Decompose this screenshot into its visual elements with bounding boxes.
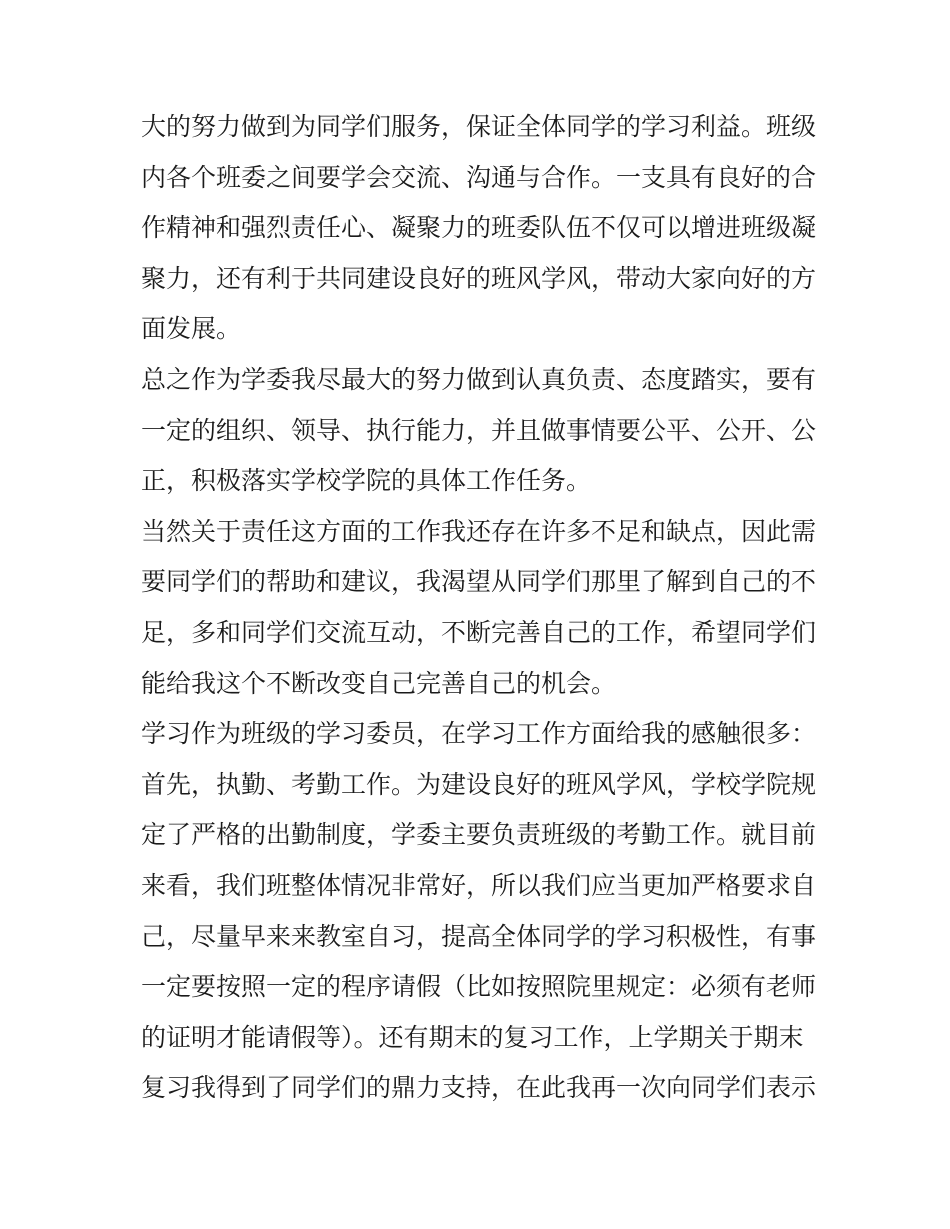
- text-line: 聚力，还有利于共同建设良好的班风学风，带动大家向好的方: [141, 263, 817, 293]
- text-line: 内各个班委之间要学会交流、沟通与合作。一支具有良好的合: [141, 162, 817, 192]
- text-line: 一定的组织、领导、执行能力，并且做事情要公平、公开、公: [141, 415, 817, 445]
- text-line: 首先，执勤、考勤工作。为建设良好的班风学风，学校学院规: [141, 769, 817, 799]
- text-line: 的证明才能请假等）。还有期末的复习工作，上学期关于期末: [141, 1022, 804, 1052]
- text-line: 当然关于责任这方面的工作我还存在许多不足和缺点，因此需: [141, 516, 817, 546]
- text-line: 己，尽量早来来教室自习，提高全体同学的学习积极性，有事: [141, 921, 817, 951]
- text-line: 能给我这个不断改变自己完善自己的机会。: [141, 668, 617, 698]
- text-line: 要同学们的帮助和建议，我渴望从同学们那里了解到自己的不: [141, 567, 817, 597]
- document-body: [141, 102, 821, 1114]
- text-line: 定了严格的出勤制度，学委主要负责班级的考勤工作。就目前: [141, 820, 817, 850]
- text-line: 总之作为学委我尽最大的努力做到认真负责、态度踏实，要有: [141, 364, 817, 394]
- text-line: 学习作为班级的学习委员，在学习工作方面给我的感触很多：: [141, 719, 817, 749]
- text-line: 大的努力做到为同学们服务，保证全体同学的学习利益。班级: [141, 112, 817, 141]
- text-line: 来看，我们班整体情况非常好，所以我们应当更加严格要求自: [141, 870, 817, 900]
- text-line: 面发展。: [141, 314, 242, 344]
- text-line: 正，积极落实学校学院的具体工作任务。: [141, 466, 592, 496]
- text-line: 复习我得到了同学们的鼎力支持，在此我再一次向同学们表示: [141, 1073, 817, 1103]
- text-line: 足，多和同学们交流互动，不断完善自己的工作，希望同学们: [141, 617, 817, 647]
- text-line: 一定要按照一定的程序请假（比如按照院里规定：必须有老师: [141, 972, 817, 1002]
- text-line: 作精神和强烈责任心、凝聚力的班委队伍不仅可以增进班级凝: [141, 213, 817, 243]
